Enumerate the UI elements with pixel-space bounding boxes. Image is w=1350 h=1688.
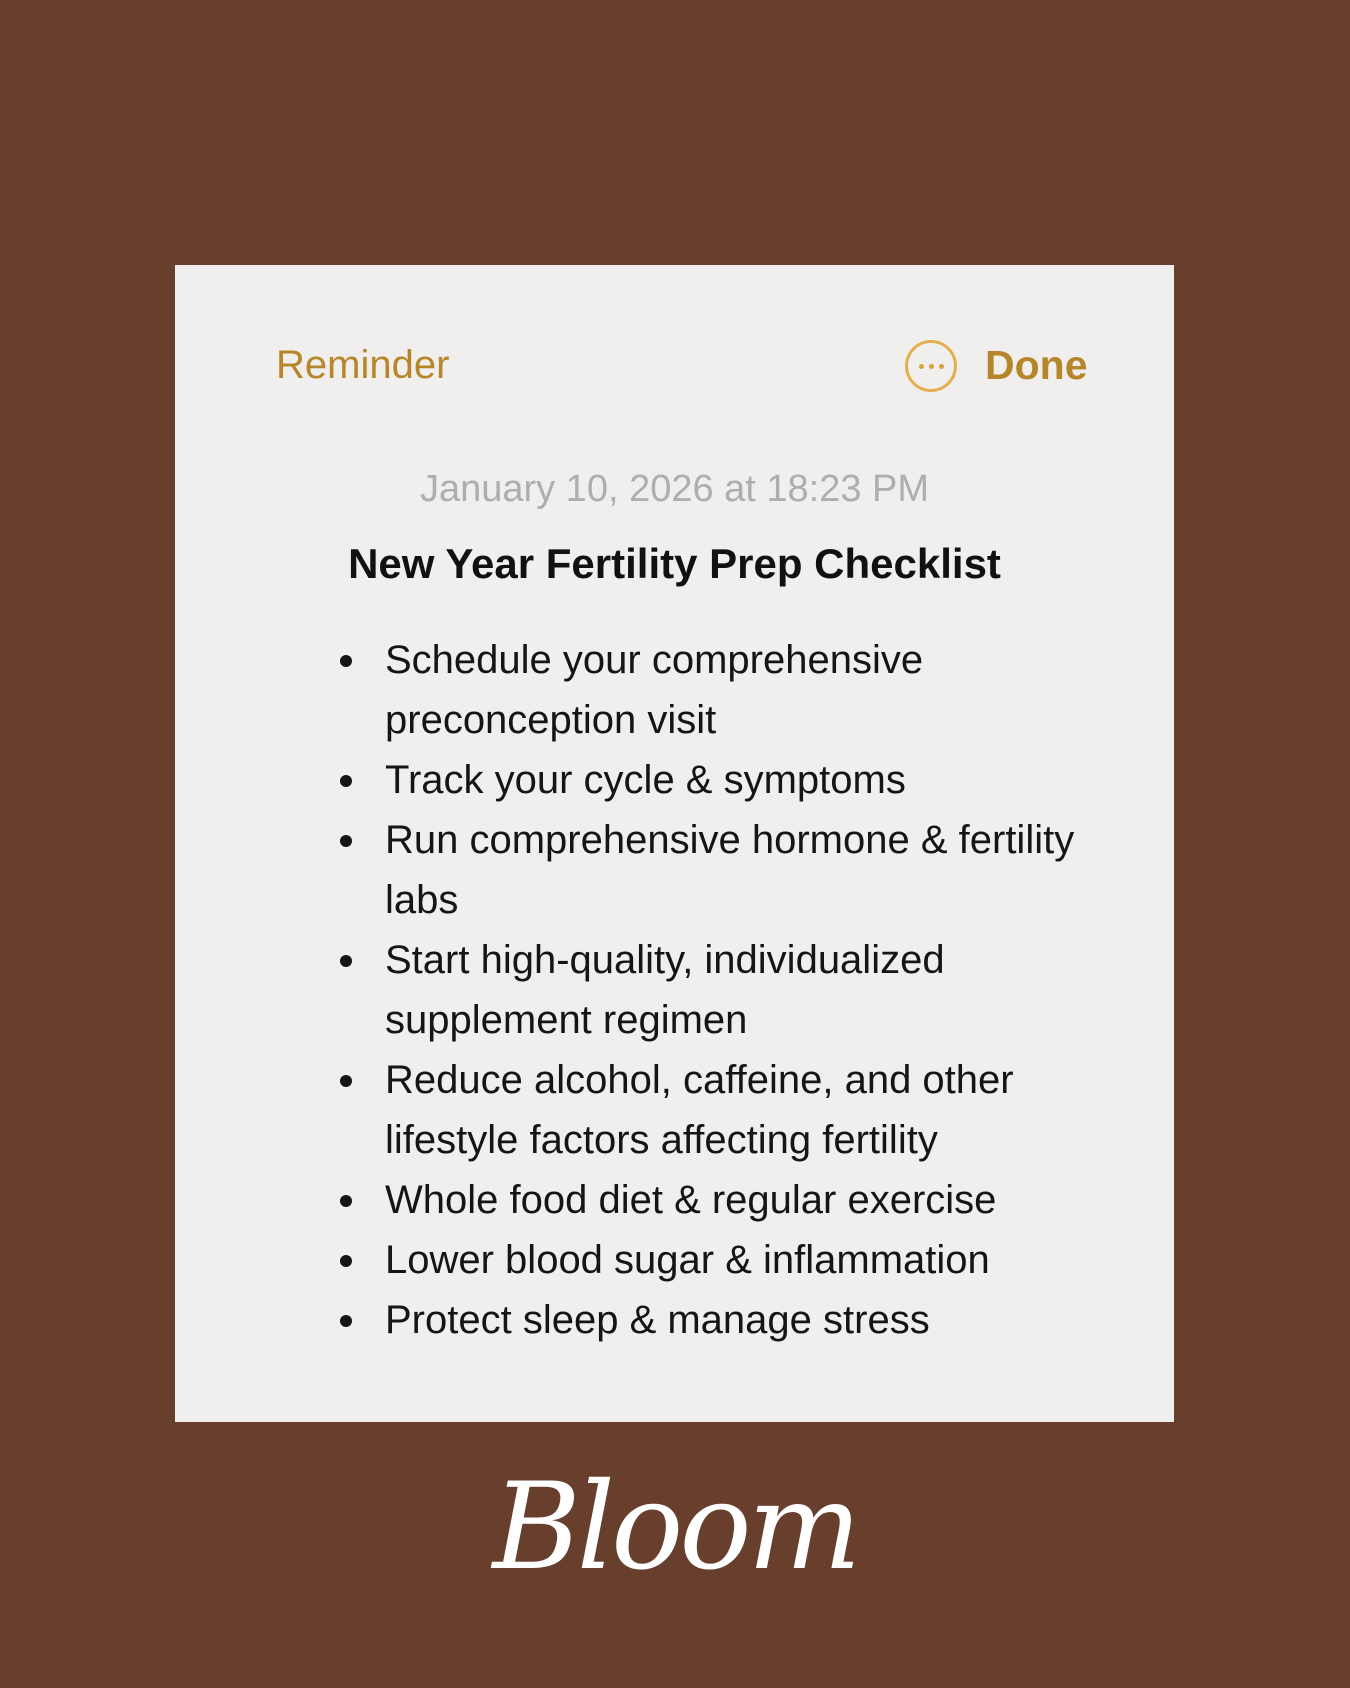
bullet-icon	[340, 1075, 352, 1087]
note-title[interactable]: New Year Fertility Prep Checklist	[348, 540, 1001, 587]
note-timestamp: January 10, 2026 at 18:23 PM	[419, 468, 930, 510]
list-item[interactable]: Start high-quality, individualized supplement regimen	[340, 930, 1080, 1050]
bullet-icon	[340, 1315, 352, 1327]
list-item[interactable]: Run comprehensive hormone & fertility labs	[340, 810, 1080, 930]
bullet-icon	[340, 655, 352, 667]
back-reminder-link[interactable]: Reminder	[276, 343, 450, 387]
bullet-icon	[340, 1255, 352, 1267]
bloom-logo: Bloom	[492, 1458, 858, 1597]
list-item[interactable]: Protect sleep & manage stress	[340, 1290, 1080, 1350]
list-item[interactable]: Whole food diet & regular exercise	[340, 1170, 1080, 1230]
bullet-icon	[340, 1195, 352, 1207]
list-item[interactable]: Track your cycle & symptoms	[340, 750, 1080, 810]
list-item[interactable]: Reduce alcohol, caffeine, and other lifestyle factors affecting fertility	[340, 1050, 1080, 1170]
list-item[interactable]: Lower blood sugar & inflammation	[340, 1230, 1080, 1290]
bullet-icon	[340, 835, 352, 847]
reminder-card	[175, 265, 1174, 1422]
list-item[interactable]: Schedule your comprehensive preconception visit	[340, 630, 1080, 750]
bullet-icon	[340, 955, 352, 967]
ellipsis-circle-icon	[919, 364, 924, 369]
more-options-button[interactable]	[905, 340, 957, 392]
bullet-icon	[340, 775, 352, 787]
checklist	[340, 630, 1080, 1350]
done-button[interactable]: Done	[985, 342, 1088, 388]
